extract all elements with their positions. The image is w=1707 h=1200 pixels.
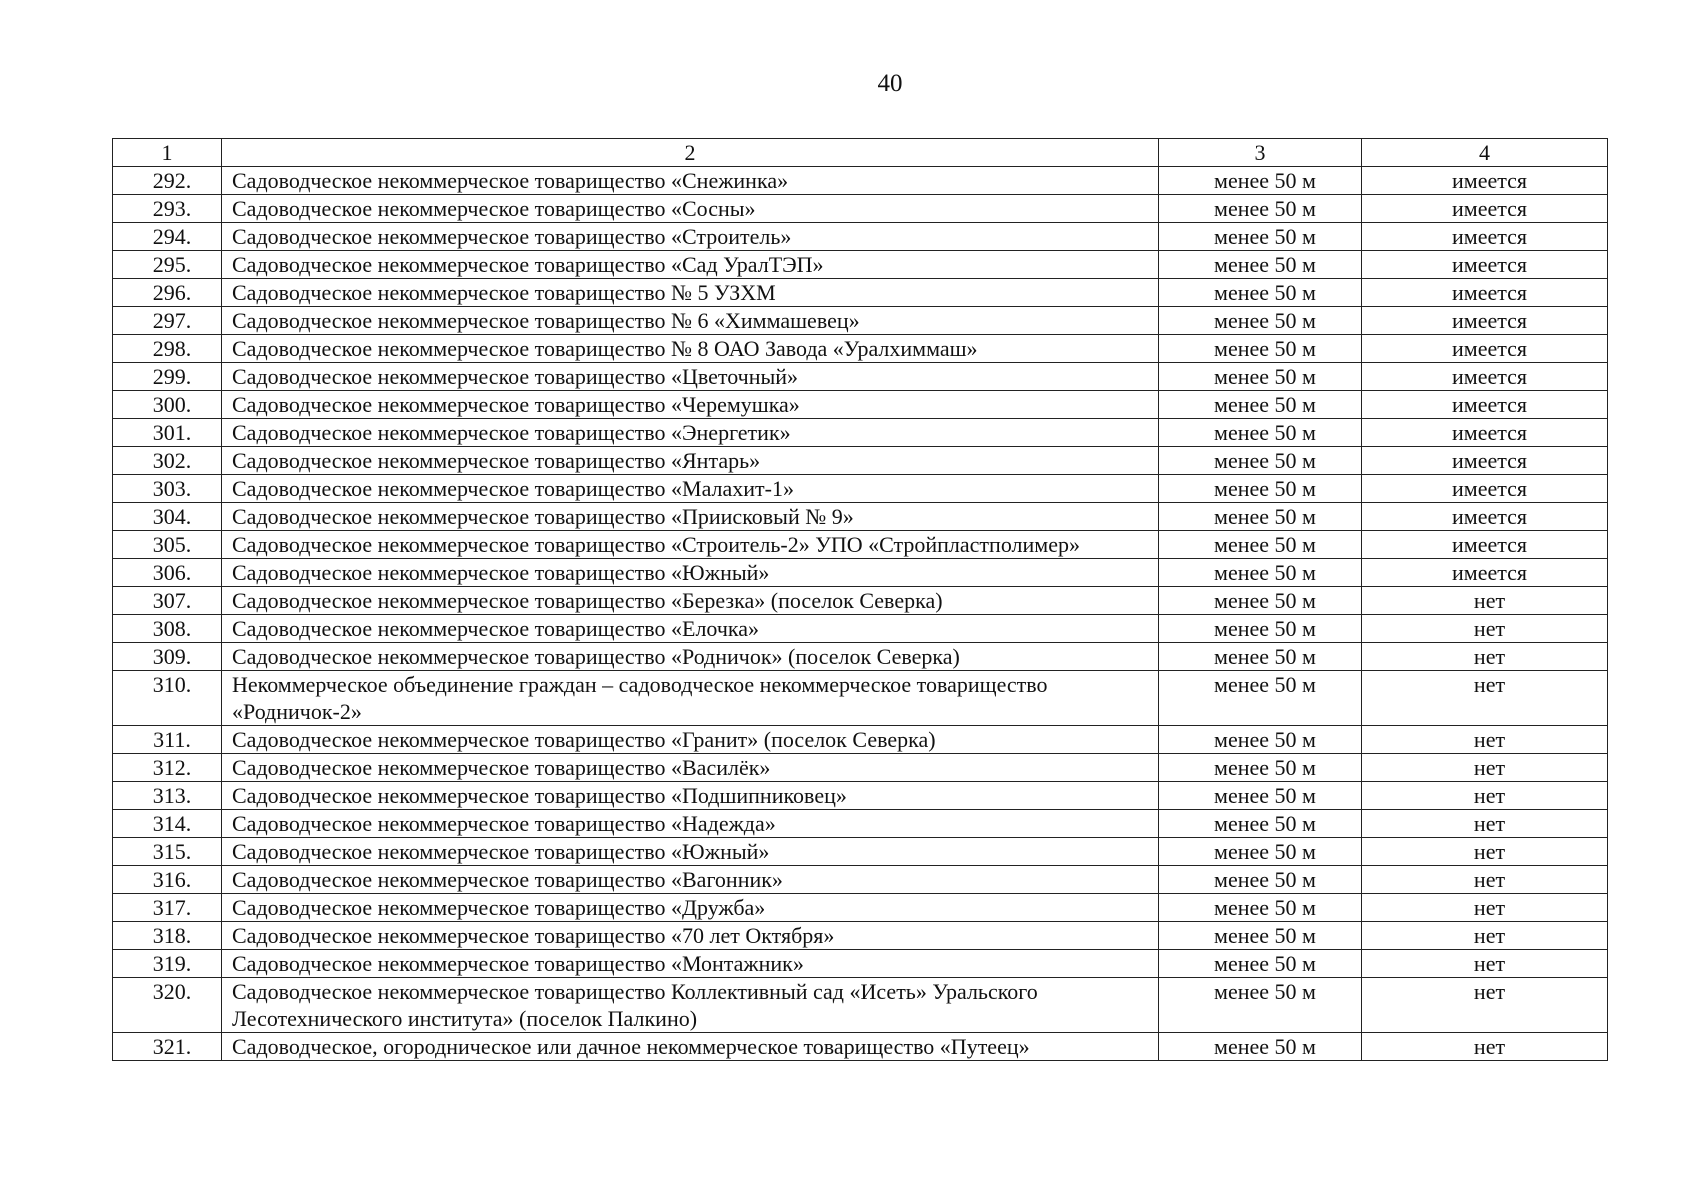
row-number: 296. bbox=[113, 279, 222, 307]
availability-value: нет bbox=[1362, 838, 1608, 866]
row-number: 298. bbox=[113, 335, 222, 363]
availability-value: имеется bbox=[1362, 195, 1608, 223]
table-row bbox=[113, 307, 1608, 335]
availability-value: имеется bbox=[1362, 307, 1608, 335]
row-number: 312. bbox=[113, 754, 222, 782]
distance-value: менее 50 м bbox=[1159, 754, 1362, 782]
row-number: 293. bbox=[113, 195, 222, 223]
row-number: 300. bbox=[113, 391, 222, 419]
availability-value: имеется bbox=[1362, 475, 1608, 503]
row-number: 301. bbox=[113, 419, 222, 447]
table-row bbox=[113, 559, 1608, 587]
table-row bbox=[113, 419, 1608, 447]
table-row bbox=[113, 363, 1608, 391]
organization-name: Садоводческое некоммерческое товарищество «Южный» bbox=[222, 559, 1159, 587]
table-row bbox=[113, 838, 1608, 866]
availability-value: нет bbox=[1362, 866, 1608, 894]
availability-value: имеется bbox=[1362, 391, 1608, 419]
distance-value: менее 50 м bbox=[1159, 1033, 1362, 1061]
row-number: 295. bbox=[113, 251, 222, 279]
table-row bbox=[113, 335, 1608, 363]
organization-name: Садоводческое некоммерческое товарищество «Елочка» bbox=[222, 615, 1159, 643]
organization-name: Садоводческое некоммерческое товарищество «Энергетик» bbox=[222, 419, 1159, 447]
distance-value: менее 50 м bbox=[1159, 671, 1362, 726]
table-row bbox=[113, 810, 1608, 838]
availability-value: имеется bbox=[1362, 419, 1608, 447]
row-number: 314. bbox=[113, 810, 222, 838]
organization-name: Садоводческое некоммерческое товарищество «Строитель-2» УПО «Стройпластполимер» bbox=[222, 531, 1159, 559]
column-header-3: 3 bbox=[1159, 139, 1362, 167]
organization-name: Садоводческое некоммерческое товарищество «Березка» (поселок Северка) bbox=[222, 587, 1159, 615]
distance-value: менее 50 м bbox=[1159, 279, 1362, 307]
organization-name: Садоводческое некоммерческое товарищество «Надежда» bbox=[222, 810, 1159, 838]
organization-name: Садоводческое некоммерческое товарищество «Строитель» bbox=[222, 223, 1159, 251]
availability-value: нет bbox=[1362, 615, 1608, 643]
distance-value: менее 50 м bbox=[1159, 922, 1362, 950]
table-row bbox=[113, 1033, 1608, 1061]
table-row bbox=[113, 643, 1608, 671]
availability-value: нет bbox=[1362, 643, 1608, 671]
table-row bbox=[113, 223, 1608, 251]
row-number: 315. bbox=[113, 838, 222, 866]
organization-name: Садоводческое некоммерческое товарищество «Вагонник» bbox=[222, 866, 1159, 894]
column-header-1: 1 bbox=[113, 139, 222, 167]
availability-value: имеется bbox=[1362, 335, 1608, 363]
table-row bbox=[113, 587, 1608, 615]
organization-name: Садоводческое некоммерческое товарищество «Приисковый № 9» bbox=[222, 503, 1159, 531]
distance-value: менее 50 м bbox=[1159, 447, 1362, 475]
organization-name: Садоводческое некоммерческое товарищество «Снежинка» bbox=[222, 167, 1159, 195]
table-row bbox=[113, 447, 1608, 475]
table-row bbox=[113, 866, 1608, 894]
distance-value: менее 50 м bbox=[1159, 559, 1362, 587]
availability-value: имеется bbox=[1362, 447, 1608, 475]
organization-name: Садоводческое некоммерческое товарищество «Монтажник» bbox=[222, 950, 1159, 978]
row-number: 299. bbox=[113, 363, 222, 391]
table-row bbox=[113, 782, 1608, 810]
row-number: 316. bbox=[113, 866, 222, 894]
table-row bbox=[113, 391, 1608, 419]
availability-value: имеется bbox=[1362, 531, 1608, 559]
table-row bbox=[113, 167, 1608, 195]
distance-value: менее 50 м bbox=[1159, 587, 1362, 615]
distance-value: менее 50 м bbox=[1159, 726, 1362, 754]
table-row bbox=[113, 615, 1608, 643]
row-number: 310. bbox=[113, 671, 222, 726]
distance-value: менее 50 м bbox=[1159, 782, 1362, 810]
distance-value: менее 50 м bbox=[1159, 503, 1362, 531]
distance-value: менее 50 м bbox=[1159, 866, 1362, 894]
organization-name: Садоводческое некоммерческое товарищество № 5 УЗХМ bbox=[222, 279, 1159, 307]
organization-name: Садоводческое некоммерческое товарищество «Подшипниковец» bbox=[222, 782, 1159, 810]
table-row bbox=[113, 754, 1608, 782]
page-number: 40 bbox=[877, 70, 903, 97]
organization-name: Садоводческое некоммерческое товарищество № 8 ОАО Завода «Уралхиммаш» bbox=[222, 335, 1159, 363]
availability-value: нет bbox=[1362, 754, 1608, 782]
availability-value: имеется bbox=[1362, 167, 1608, 195]
distance-value: менее 50 м bbox=[1159, 475, 1362, 503]
table-body bbox=[113, 167, 1608, 1061]
availability-value: имеется bbox=[1362, 251, 1608, 279]
row-number: 309. bbox=[113, 643, 222, 671]
availability-value: нет bbox=[1362, 978, 1608, 1033]
organization-name: Садоводческое некоммерческое товарищество Коллективный сад «Исеть» Уральского Лесотехнического института» (поселок Палкино) bbox=[222, 978, 1159, 1033]
organization-name: Садоводческое некоммерческое товарищество «Цветочный» bbox=[222, 363, 1159, 391]
distance-value: менее 50 м bbox=[1159, 978, 1362, 1033]
row-number: 319. bbox=[113, 950, 222, 978]
distance-value: менее 50 м bbox=[1159, 838, 1362, 866]
organization-name: Садоводческое, огородническое или дачное некоммерческое товарищество «Путеец» bbox=[222, 1033, 1159, 1061]
availability-value: нет bbox=[1362, 1033, 1608, 1061]
table-row bbox=[113, 894, 1608, 922]
row-number: 305. bbox=[113, 531, 222, 559]
availability-value: имеется bbox=[1362, 559, 1608, 587]
availability-value: нет bbox=[1362, 894, 1608, 922]
distance-value: менее 50 м bbox=[1159, 531, 1362, 559]
distance-value: менее 50 м bbox=[1159, 391, 1362, 419]
distance-value: менее 50 м bbox=[1159, 223, 1362, 251]
row-number: 302. bbox=[113, 447, 222, 475]
availability-value: нет bbox=[1362, 782, 1608, 810]
availability-value: имеется bbox=[1362, 223, 1608, 251]
row-number: 304. bbox=[113, 503, 222, 531]
organization-name: Садоводческое некоммерческое товарищество «Дружба» bbox=[222, 894, 1159, 922]
distance-value: менее 50 м bbox=[1159, 167, 1362, 195]
row-number: 292. bbox=[113, 167, 222, 195]
column-header-4: 4 bbox=[1362, 139, 1608, 167]
table-header-row bbox=[113, 139, 1608, 167]
availability-value: имеется bbox=[1362, 363, 1608, 391]
table-row bbox=[113, 922, 1608, 950]
organization-name: Садоводческое некоммерческое товарищество «Сад УралТЭП» bbox=[222, 251, 1159, 279]
organization-name: Садоводческое некоммерческое товарищество «Черемушка» bbox=[222, 391, 1159, 419]
row-number: 306. bbox=[113, 559, 222, 587]
distance-value: менее 50 м bbox=[1159, 307, 1362, 335]
distance-value: менее 50 м bbox=[1159, 643, 1362, 671]
table-row bbox=[113, 195, 1608, 223]
distance-value: менее 50 м bbox=[1159, 335, 1362, 363]
row-number: 308. bbox=[113, 615, 222, 643]
organization-name: Садоводческое некоммерческое товарищество «Янтарь» bbox=[222, 447, 1159, 475]
table-row bbox=[113, 950, 1608, 978]
organization-name: Садоводческое некоммерческое товарищество «Гранит» (поселок Северка) bbox=[222, 726, 1159, 754]
availability-value: нет bbox=[1362, 726, 1608, 754]
organization-name: Садоводческое некоммерческое товарищество «Малахит-1» bbox=[222, 475, 1159, 503]
availability-value: нет bbox=[1362, 922, 1608, 950]
organization-name: Некоммерческое объединение граждан – садоводческое некоммерческое товарищество «Родничок-2» bbox=[222, 671, 1159, 726]
table-row bbox=[113, 671, 1608, 726]
row-number: 294. bbox=[113, 223, 222, 251]
row-number: 321. bbox=[113, 1033, 222, 1061]
row-number: 317. bbox=[113, 894, 222, 922]
availability-value: нет bbox=[1362, 671, 1608, 726]
row-number: 307. bbox=[113, 587, 222, 615]
distance-value: менее 50 м bbox=[1159, 419, 1362, 447]
garden-associations-table bbox=[112, 138, 1608, 1061]
row-number: 303. bbox=[113, 475, 222, 503]
table-row bbox=[113, 531, 1608, 559]
organization-name: Садоводческое некоммерческое товарищество № 6 «Химмашевец» bbox=[222, 307, 1159, 335]
table-row bbox=[113, 251, 1608, 279]
table-row bbox=[113, 503, 1608, 531]
distance-value: менее 50 м bbox=[1159, 251, 1362, 279]
row-number: 313. bbox=[113, 782, 222, 810]
availability-value: нет bbox=[1362, 950, 1608, 978]
availability-value: нет bbox=[1362, 810, 1608, 838]
availability-value: имеется bbox=[1362, 503, 1608, 531]
distance-value: менее 50 м bbox=[1159, 363, 1362, 391]
distance-value: менее 50 м bbox=[1159, 950, 1362, 978]
distance-value: менее 50 м bbox=[1159, 195, 1362, 223]
organization-name: Садоводческое некоммерческое товарищество «70 лет Октября» bbox=[222, 922, 1159, 950]
availability-value: нет bbox=[1362, 587, 1608, 615]
distance-value: менее 50 м bbox=[1159, 894, 1362, 922]
organization-name: Садоводческое некоммерческое товарищество «Южный» bbox=[222, 838, 1159, 866]
row-number: 318. bbox=[113, 922, 222, 950]
row-number: 311. bbox=[113, 726, 222, 754]
row-number: 297. bbox=[113, 307, 222, 335]
organization-name: Садоводческое некоммерческое товарищество «Родничок» (поселок Северка) bbox=[222, 643, 1159, 671]
table-row bbox=[113, 279, 1608, 307]
row-number: 320. bbox=[113, 978, 222, 1033]
distance-value: менее 50 м bbox=[1159, 615, 1362, 643]
distance-value: менее 50 м bbox=[1159, 810, 1362, 838]
column-header-2: 2 bbox=[222, 139, 1159, 167]
organization-name: Садоводческое некоммерческое товарищество «Василёк» bbox=[222, 754, 1159, 782]
availability-value: имеется bbox=[1362, 279, 1608, 307]
table-row bbox=[113, 475, 1608, 503]
table-row bbox=[113, 978, 1608, 1033]
organization-name: Садоводческое некоммерческое товарищество «Сосны» bbox=[222, 195, 1159, 223]
table-row bbox=[113, 726, 1608, 754]
